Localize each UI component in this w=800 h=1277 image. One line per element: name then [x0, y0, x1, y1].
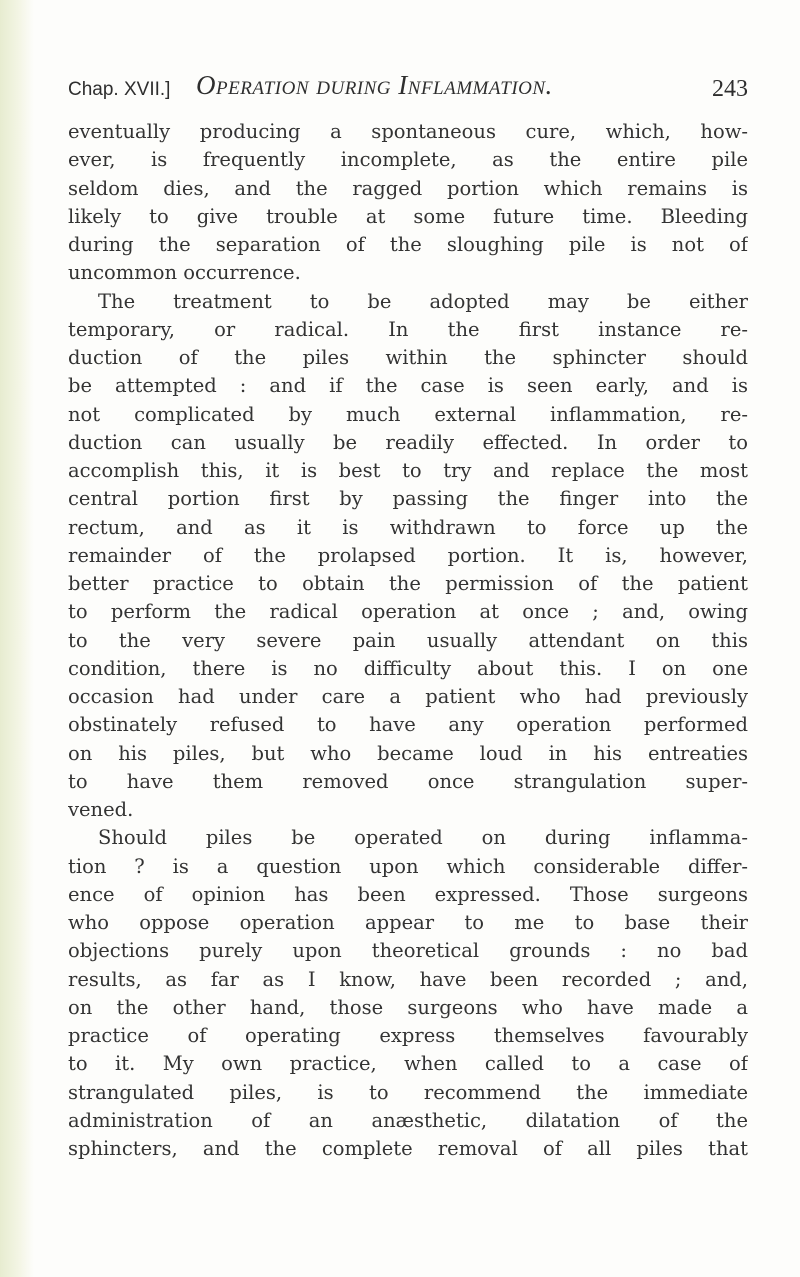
text-line: who oppose operation appear to me to base their — [68, 911, 748, 934]
text-line: results, as far as I know, have been recorded ; and, — [68, 967, 748, 991]
text-line: to it. My own practice, when called to a case of — [68, 1052, 748, 1076]
text-line: temporary, or radical. In the first instance re- — [68, 317, 748, 341]
text-line: objections purely upon theoretical grounds : no bad — [68, 939, 748, 963]
text-line: practice of operating express themselves favourably — [68, 1024, 748, 1047]
page-number: 243 — [712, 76, 748, 102]
text-line: remainder of the prolapsed portion. It is, however, — [68, 543, 748, 567]
running-title: Operation during Inflammation. — [196, 70, 553, 100]
text-line: be attempted : and if the case is seen early, and is — [68, 374, 748, 398]
text-line: on the other hand, those surgeons who have made a — [68, 995, 748, 1019]
text-line: duction of the piles within the sphincter should — [68, 346, 748, 369]
text-line: ence of opinion has been expressed. Those surgeons — [68, 882, 748, 906]
body-text — [68, 118, 748, 1163]
text-line: to perform the radical operation at once ; and, owing — [68, 600, 748, 624]
text-line: to have them removed once strangulation super- — [68, 769, 748, 793]
text-line: central portion first by passing the finger into the — [68, 487, 748, 511]
paragraph-start-line: The treatment to be adopted may be either — [98, 289, 748, 313]
text-line: better practice to obtain the permission of the patient — [68, 572, 748, 595]
text-line: duction can usually be readily effected. In order to — [68, 430, 748, 454]
text-line: sphincters, and the complete removal of all piles that — [68, 1137, 748, 1160]
text-line: to the very severe pain usually attendant on this — [68, 628, 748, 652]
text-line: accomplish this, it is best to try and replace the most — [68, 459, 748, 482]
text-line: occasion had under care a patient who had previously — [68, 685, 748, 708]
chapter-label: Chap. XVII.] — [68, 79, 171, 100]
running-header — [68, 70, 748, 106]
text-line: rectum, and as it is withdrawn to force up the — [68, 515, 748, 539]
text-line: eventually producing a spontaneous cure, which, how- — [68, 120, 748, 143]
text-line: obstinately refused to have any operation performed — [68, 713, 748, 737]
text-line: likely to give trouble at some future time. Bleeding — [68, 204, 748, 228]
text-line: vened. — [68, 798, 134, 821]
text-line: seldom dies, and the ragged portion which remains is — [68, 176, 748, 200]
text-line: tion ? is a question upon which considerable differ- — [68, 854, 748, 878]
text-line: not complicated by much external inflammation, re- — [68, 402, 748, 426]
text-line: condition, there is no difficulty about this. I on one — [68, 656, 748, 680]
page-edge-shading — [0, 0, 34, 1277]
text-line: uncommon occurrence. — [68, 261, 301, 285]
text-line: during the separation of the sloughing pile is not of — [68, 233, 748, 256]
text-line: on his piles, but who became loud in his entreaties — [68, 741, 748, 765]
text-line: administration of an anæsthetic, dilatation of the — [68, 1108, 748, 1132]
paragraph-start-line: Should piles be operated on during inflamma- — [98, 826, 748, 850]
text-line: ever, is frequently incomplete, as the entire pile — [68, 148, 748, 172]
text-line: strangulated piles, is to recommend the immediate — [68, 1080, 748, 1104]
